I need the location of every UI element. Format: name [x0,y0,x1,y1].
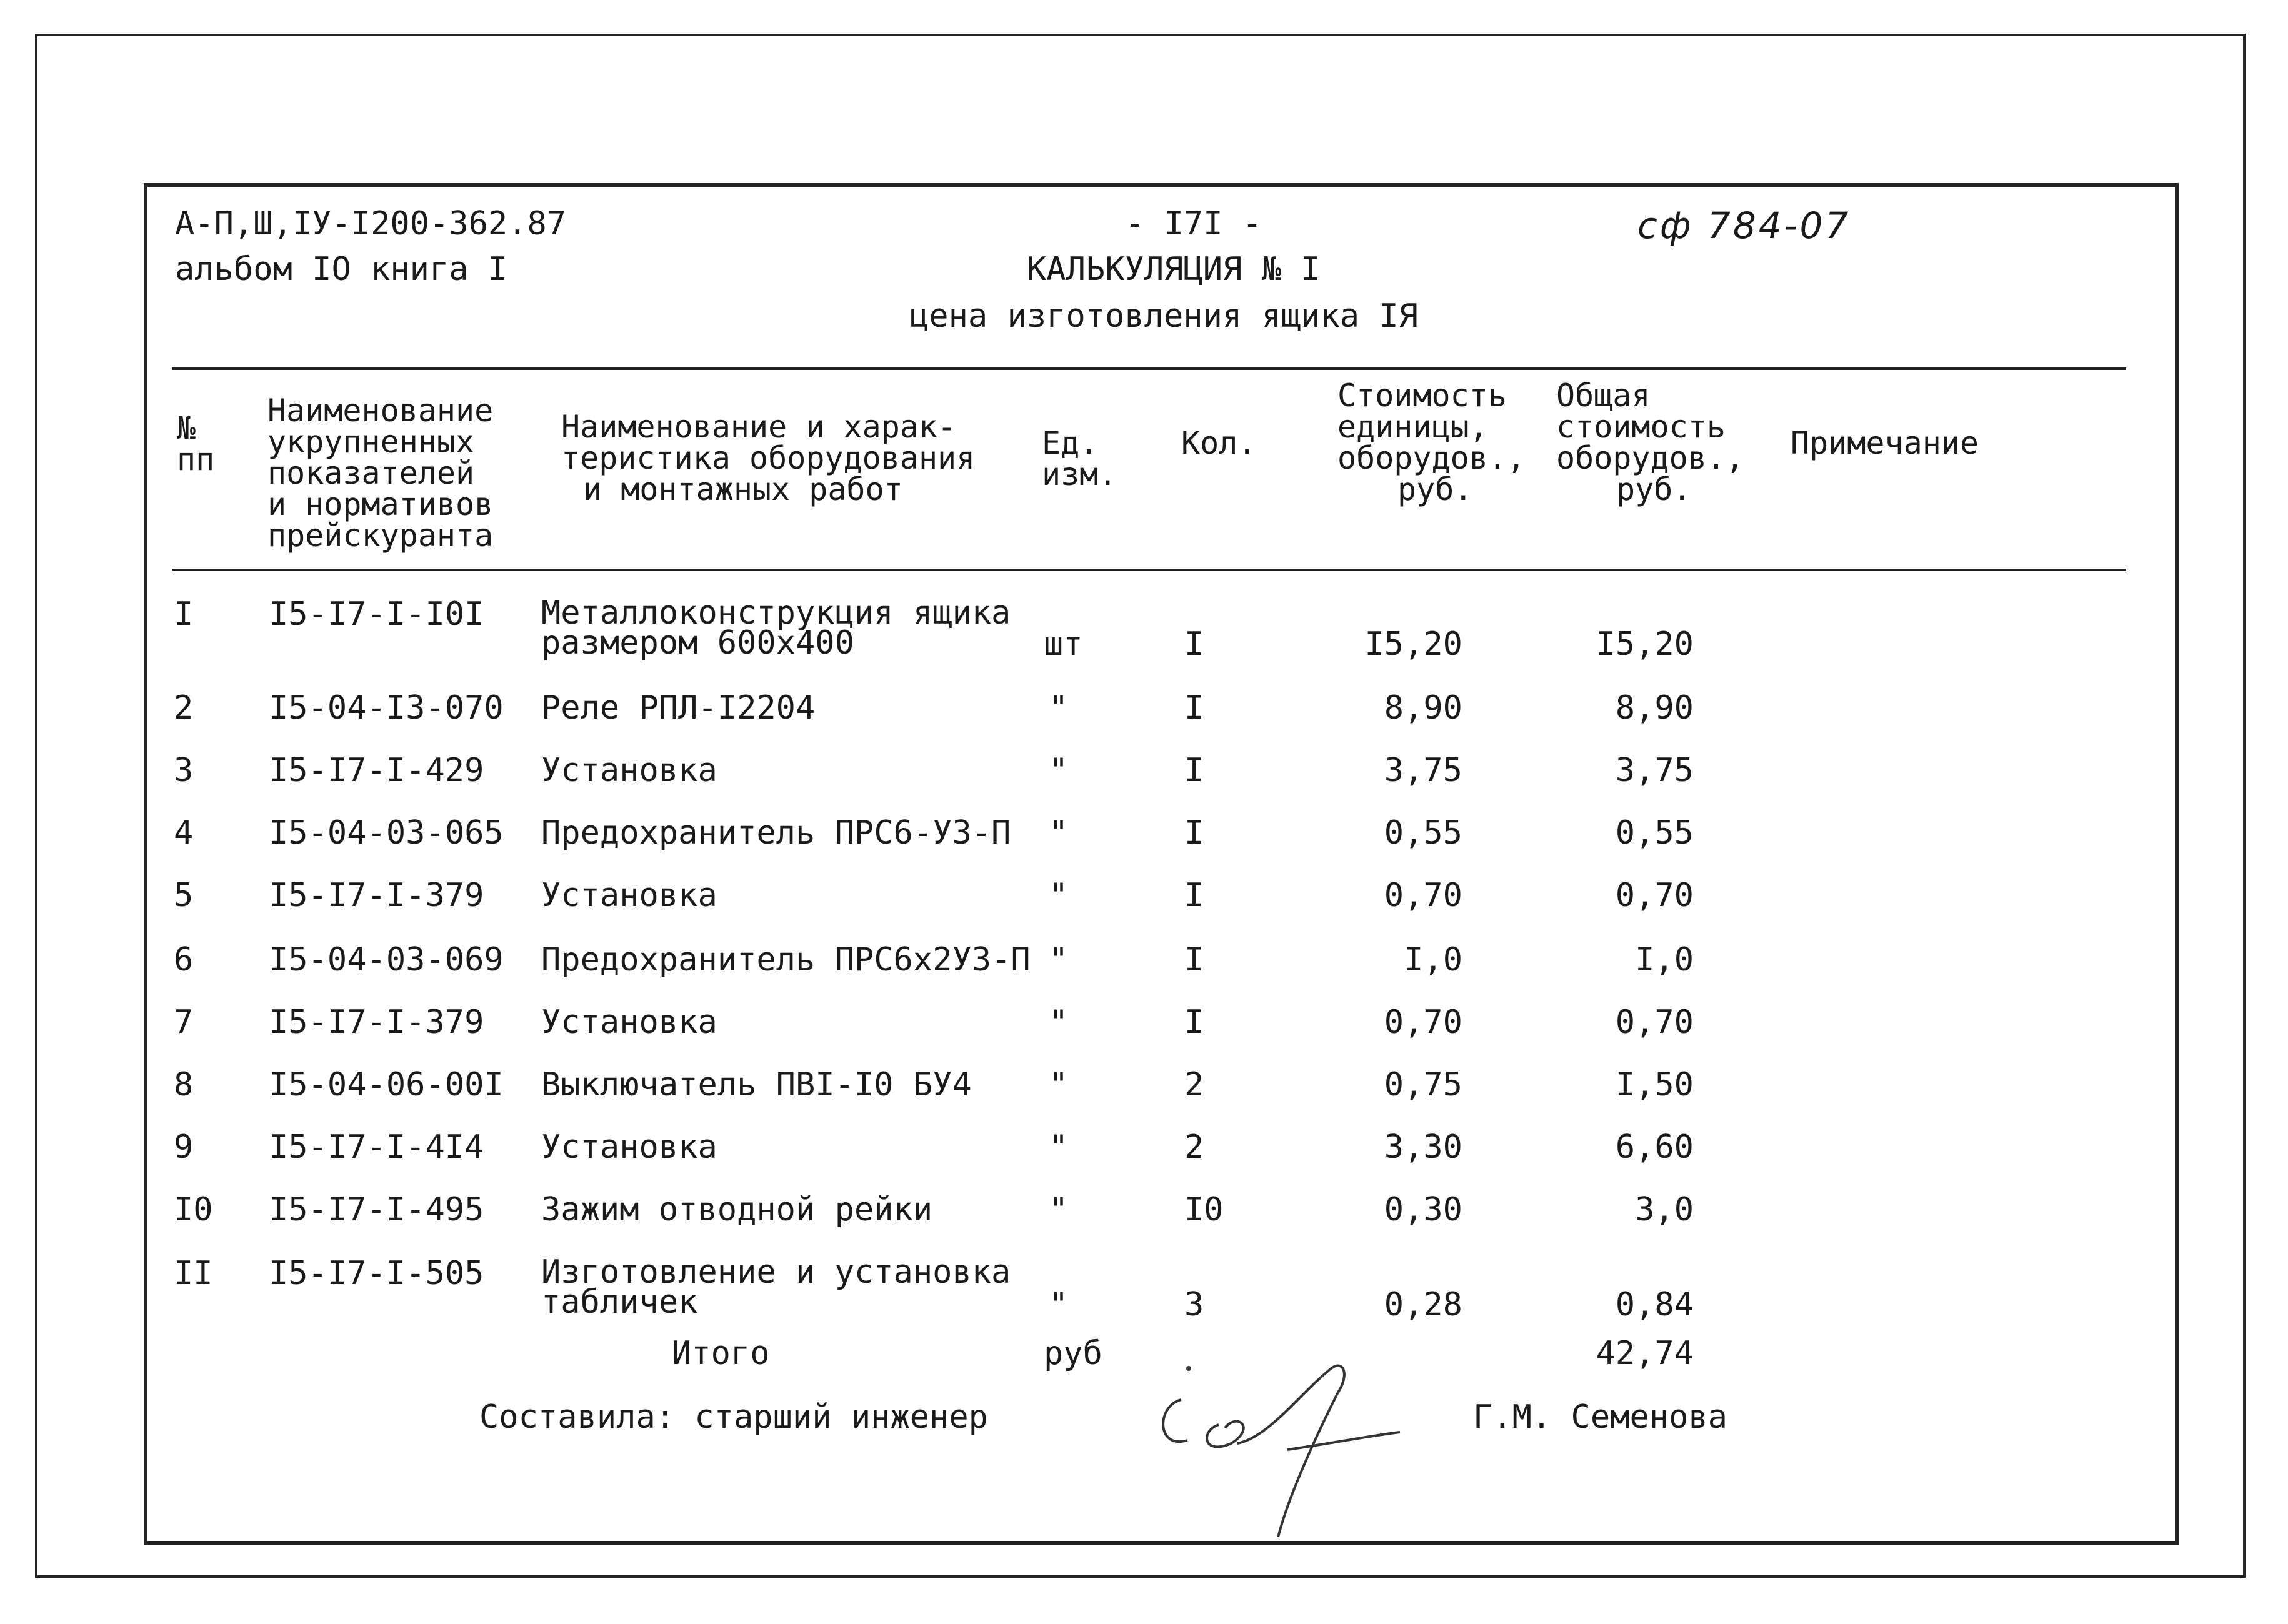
document-title: КАЛЬКУЛЯЦИЯ № I [1027,251,1321,288]
row-num: I [174,595,194,633]
row-unit: " [1049,1286,1069,1323]
document-frame [144,183,2179,1545]
col-header-total-cost: Общая стоимость оборудов., руб. [1556,377,1745,507]
compiled-by: Составила: старший инженер [479,1398,988,1436]
total-value: 42,74 [1596,1335,1694,1372]
col-header-unit: Ед. изм. [1042,425,1117,492]
row-unit: " [1049,877,1069,914]
row-total: I5,20 [1596,625,1694,663]
row-qty: I [1184,941,1204,979]
row-unit: " [1049,814,1069,852]
handwritten-stamp: сф 784-07 [1637,204,1851,247]
row-name: Предохранитель ПРС6-УЗ-П [541,814,1011,852]
row-unit: " [1049,689,1069,727]
col-header-name: Наименование и харак- теристика оборудования и монтажных работ [561,409,976,507]
table-top-rule [172,367,2126,370]
row-price: 0,70 [1384,877,1462,914]
row-total: 0,70 [1615,877,1694,914]
row-unit: " [1049,1128,1069,1166]
row-num: 7 [174,1004,194,1041]
total-unit: руб [1044,1335,1102,1372]
row-total: 0,55 [1615,814,1694,852]
row-name: Металлоконструкция ящика размером 600x400 [541,594,1011,662]
row-name: Предохранитель ПРС6х2УЗ-П [541,941,1031,979]
row-total: 0,84 [1615,1286,1694,1323]
row-price: 0,55 [1384,814,1462,852]
row-num: 8 [174,1066,194,1103]
row-qty: I [1184,752,1204,789]
row-code: I5-I7-I-I0I [269,595,484,633]
row-price: 0,28 [1384,1286,1462,1323]
total-label: Итого [672,1335,770,1372]
row-num: 3 [174,752,194,789]
col-header-unit-cost: Стоимость единицы, оборудов., руб. [1337,377,1526,507]
col-header-code: Наименование укрупненных показателей и нормативов прейскуранта [267,392,494,554]
document-code: А-П,Ш,IУ-I200-362.87 [175,205,567,242]
row-unit: " [1049,1191,1069,1228]
row-price: I5,20 [1364,625,1462,663]
row-num: II [174,1255,213,1292]
row-code: I5-I7-I-495 [269,1191,484,1228]
row-unit: " [1049,941,1069,979]
row-code: I5-I7-I-505 [269,1255,484,1292]
row-total: I,50 [1615,1066,1694,1103]
row-total: I,0 [1635,941,1694,979]
row-name: Зажим отводной рейки [541,1191,933,1228]
col-header-note: Примечание [1791,425,1979,461]
row-total: 8,90 [1615,689,1694,727]
row-num: 4 [174,814,194,852]
album-label: альбом IO книга I [175,251,508,288]
row-qty: 2 [1184,1066,1204,1103]
row-code: I5-04-06-00I [269,1066,504,1103]
row-total: 3,75 [1615,752,1694,789]
row-qty: I [1184,625,1204,663]
row-name: Реле РПЛ-I2204 [541,689,816,727]
row-num: 5 [174,877,194,914]
engineer-name: Г.М. Семенова [1473,1398,1727,1436]
row-num: 6 [174,941,194,979]
row-name: Изготовление и установка табличек [541,1253,1011,1321]
row-name: Установка [541,752,717,789]
row-total: 3,0 [1635,1191,1694,1228]
signature [1144,1356,1494,1543]
document-subtitle: цена изготовления ящика IЯ [909,297,1418,335]
row-total: 0,70 [1615,1004,1694,1041]
col-header-qty: Кол. [1181,425,1257,461]
row-code: I5-I7-I-429 [269,752,484,789]
row-qty: I [1184,814,1204,852]
row-code: I5-I7-I-379 [269,877,484,914]
row-code: I5-04-03-069 [269,941,504,979]
row-code: I5-04-I3-070 [269,689,504,727]
row-code: I5-04-03-065 [269,814,504,852]
row-name: Установка [541,1004,717,1041]
row-code: I5-I7-I-379 [269,1004,484,1041]
row-price: 3,30 [1384,1128,1462,1166]
row-unit: " [1049,1066,1069,1103]
row-name: Выключатель ПВI-I0 БУ4 [541,1066,972,1103]
row-price: 8,90 [1384,689,1462,727]
row-num: I0 [174,1191,213,1228]
row-qty: I [1184,877,1204,914]
row-qty: 2 [1184,1128,1204,1166]
row-total: 6,60 [1615,1128,1694,1166]
row-price: 0,75 [1384,1066,1462,1103]
row-qty: I [1184,689,1204,727]
row-name: Установка [541,1128,717,1166]
row-price: 3,75 [1384,752,1462,789]
col-header-num: № пп [177,410,215,477]
row-qty: 3 [1184,1286,1204,1323]
row-name: Установка [541,877,717,914]
row-unit: " [1049,752,1069,789]
row-price: 0,30 [1384,1191,1462,1228]
table-header-rule [172,569,2126,571]
row-qty: I [1184,1004,1204,1041]
row-price: I,0 [1404,941,1462,979]
row-price: 0,70 [1384,1004,1462,1041]
page-number: - I7I - [1125,205,1262,242]
row-num: 2 [174,689,194,727]
row-qty: I0 [1184,1191,1224,1228]
row-code: I5-I7-I-4I4 [269,1128,484,1166]
row-num: 9 [174,1128,194,1166]
row-unit: " [1049,1004,1069,1041]
row-unit: шт [1044,625,1083,663]
